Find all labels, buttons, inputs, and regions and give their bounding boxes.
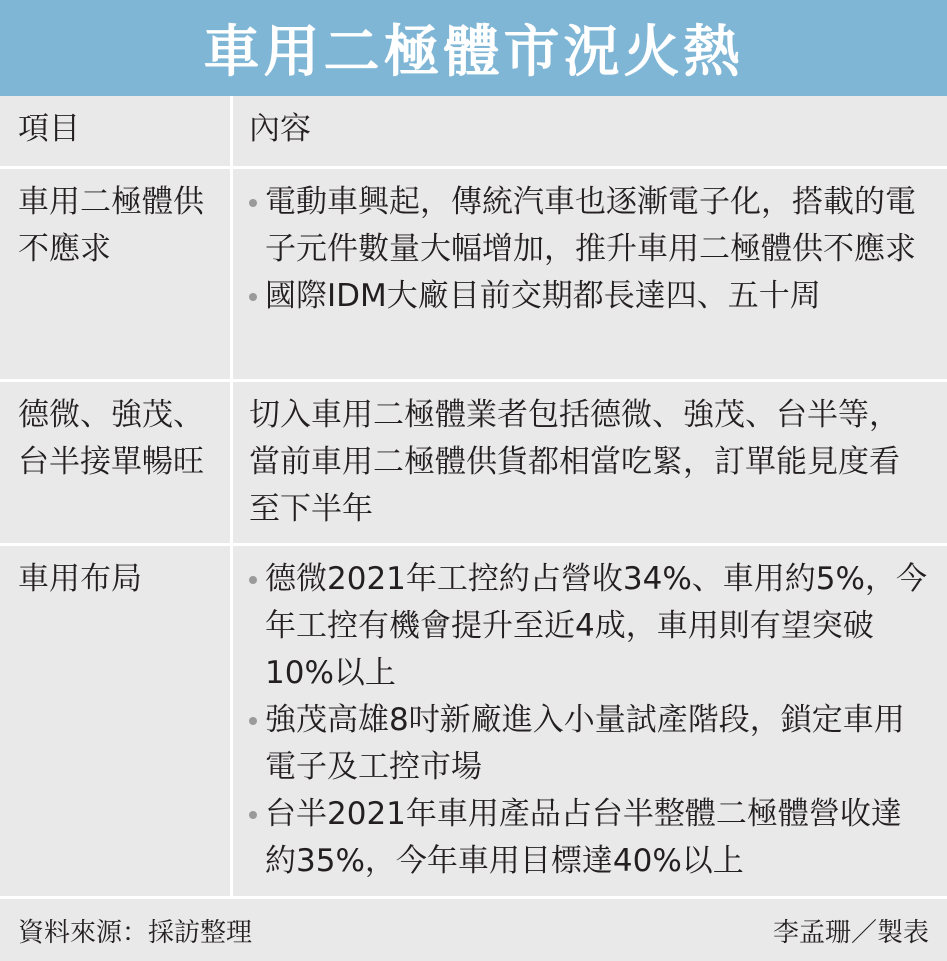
header-item: 項目 xyxy=(0,96,233,166)
bullet-text: 電動車興起，傳統汽車也逐漸電子化，搭載的電子元件數量大幅增加，推升車用二極體供不應求 xyxy=(265,184,916,267)
row-content: 切入車用二極體業者包括德微、強茂、台半等，當前車用二極體供貨都相當吃緊，訂單能見度看至下半年 xyxy=(249,397,900,527)
table-row xyxy=(0,382,947,546)
bullet-dot-icon xyxy=(249,576,257,584)
source-note: 資料來源：採訪整理 xyxy=(18,917,253,948)
bullet-text: 德微2021年工控約占營收34%、車用約5%，今年工控有機會提升至近4成，車用則有望突破10%以上 xyxy=(265,561,927,691)
table-row xyxy=(0,546,947,899)
header-content: 內容 xyxy=(249,111,311,147)
bullet-item xyxy=(249,791,927,885)
footer xyxy=(0,899,947,961)
row-item-label: 車用二極體供不應求 xyxy=(0,169,233,379)
row-content xyxy=(233,546,947,896)
page-title: 車用二極體市況火熱 xyxy=(203,20,744,85)
row-content xyxy=(233,169,947,379)
bullet-dot-icon xyxy=(249,717,257,725)
credit-note: 李孟珊／製表 xyxy=(772,917,929,948)
info-table xyxy=(0,96,947,899)
bullet-text: 強茂高雄8吋新廠進入小量試產階段，鎖定車用電子及工控市場 xyxy=(265,702,905,785)
table-row xyxy=(0,169,947,382)
bullet-dot-icon xyxy=(249,811,257,819)
bullet-text: 台半2021年車用產品占台半整體二極體營收達約35%，今年車用目標達40%以上 xyxy=(265,796,902,879)
bullet-text: 國際IDM大廠目前交期都長達四、五十周 xyxy=(265,278,821,314)
bullet-item xyxy=(249,697,927,791)
bullet-item xyxy=(249,556,927,697)
table-header-row xyxy=(0,96,947,169)
title-bar xyxy=(0,0,947,96)
row-item-label: 車用布局 xyxy=(0,546,233,896)
row-item-label: 德微、強茂、台半接單暢旺 xyxy=(0,382,233,543)
bullet-item xyxy=(249,273,927,320)
bullet-dot-icon xyxy=(249,199,257,207)
bullet-dot-icon xyxy=(249,293,257,301)
bullet-item xyxy=(249,179,927,273)
